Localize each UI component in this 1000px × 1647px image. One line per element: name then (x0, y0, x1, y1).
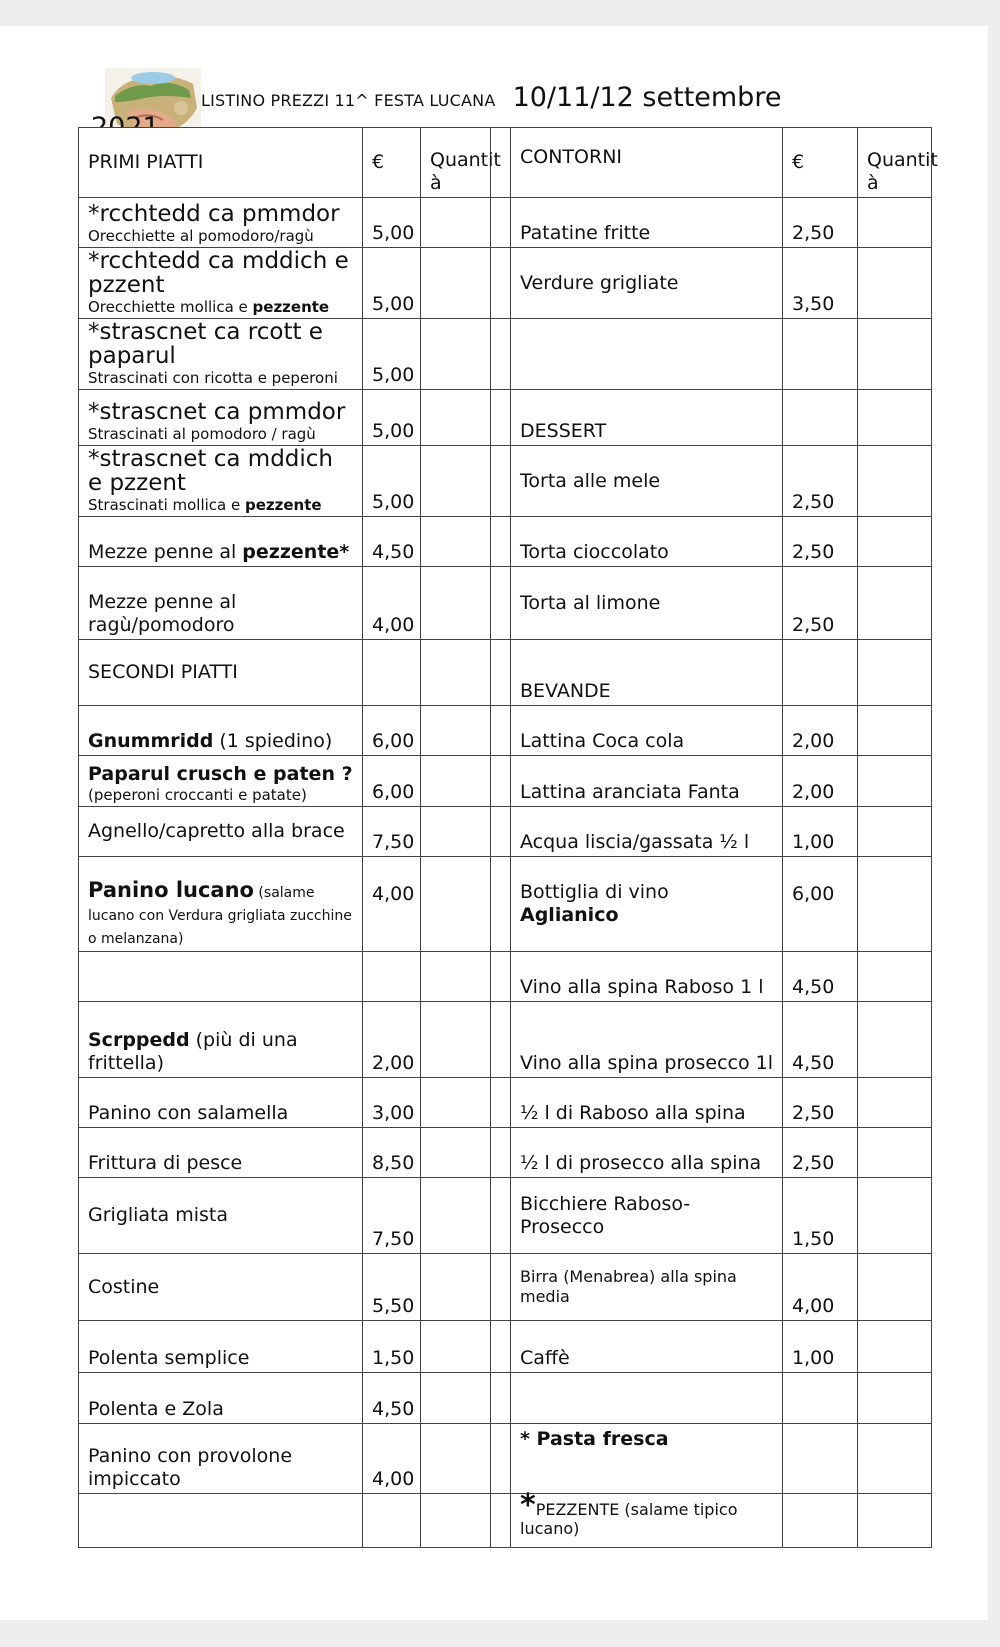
empty-cell (783, 390, 858, 446)
quantity-cell[interactable] (858, 1128, 932, 1178)
item-price: 4,50 (783, 1002, 858, 1078)
dish-name-bold: Panino lucano (88, 878, 254, 902)
column-separator (491, 248, 511, 319)
quantity-cell[interactable] (858, 446, 932, 517)
quantity-cell[interactable] (858, 248, 932, 319)
dish-price: 4,50 (363, 517, 421, 567)
quantity-cell[interactable] (858, 952, 932, 1002)
dish-name-bold: Paparul crusch e paten ? (88, 763, 353, 785)
table-row (79, 1373, 932, 1424)
column-separator (491, 1424, 511, 1494)
item-price: 4,50 (783, 952, 858, 1002)
dish-price: 6,00 (363, 756, 421, 807)
empty-cell (363, 640, 421, 706)
menu-header (201, 82, 781, 113)
item-price: 1,50 (783, 1178, 858, 1254)
dish-name: Panino con salamella (79, 1078, 363, 1128)
dish-cell (79, 706, 363, 756)
dish-price: 5,00 (363, 248, 421, 319)
item-price: 2,50 (783, 1128, 858, 1178)
pezzente-description: (salame tipico lucano) (520, 1500, 738, 1538)
quantity-cell[interactable] (858, 706, 932, 756)
dish-description: Strascinati al pomodoro / ragù (88, 425, 316, 443)
table-row (79, 807, 932, 857)
quantity-cell[interactable] (421, 1373, 491, 1424)
dish-price: 5,00 (363, 198, 421, 248)
quantity-column-heading: Quantit à (858, 128, 932, 198)
table-row (79, 952, 932, 1002)
dish-name: Panino con provolone impiccato (79, 1424, 363, 1494)
dish-price: 5,00 (363, 446, 421, 517)
column-separator (491, 1128, 511, 1178)
dish-description: Orecchiette mollica e pezzente (88, 298, 330, 316)
dish-description: Strascinati mollica e pezzente (88, 496, 322, 514)
dish-price: 4,00 (363, 1424, 421, 1494)
quantity-cell[interactable] (858, 1321, 932, 1373)
quantity-cell[interactable] (421, 248, 491, 319)
table-row (79, 706, 932, 756)
quantity-cell[interactable] (421, 1078, 491, 1128)
empty-cell (783, 1494, 858, 1548)
dish-name: *strascnet ca pmmdor (88, 399, 346, 425)
item-price: 2,50 (783, 198, 858, 248)
table-row (79, 1254, 932, 1321)
dish-price: 8,50 (363, 1128, 421, 1178)
table-row (79, 319, 932, 390)
quantity-cell[interactable] (421, 517, 491, 567)
column-separator (491, 857, 511, 952)
column-separator (491, 952, 511, 1002)
table-row (79, 248, 932, 319)
item-name: Torta al limone (511, 567, 783, 640)
dish-name: *rcchtedd ca mddich e pzzent (88, 248, 349, 298)
quantity-cell[interactable] (858, 567, 932, 640)
dish-name-bold: Gnummridd (88, 730, 214, 752)
column-separator (491, 1254, 511, 1321)
quantity-cell[interactable] (858, 1078, 932, 1128)
empty-cell (783, 1424, 858, 1494)
section-heading-primi: PRIMI PIATTI (79, 128, 363, 198)
dish-cell (79, 390, 363, 446)
dish-name: Frittura di pesce (79, 1128, 363, 1178)
item-price: 1,00 (783, 807, 858, 857)
euro-column-heading: € (363, 128, 421, 198)
quantity-cell[interactable] (421, 1178, 491, 1254)
quantity-cell[interactable] (858, 756, 932, 807)
table-row (79, 1494, 932, 1548)
column-separator (491, 390, 511, 446)
empty-cell (511, 319, 783, 390)
dish-name: *strascnet ca mddich e pzzent (88, 446, 334, 496)
column-separator (491, 807, 511, 857)
dish-price: 5,50 (363, 1254, 421, 1321)
dish-price: 2,00 (363, 1002, 421, 1078)
table-row (79, 640, 932, 706)
dish-cell (79, 1002, 363, 1078)
item-name: Lattina Coca cola (511, 706, 783, 756)
item-name: Bottiglia di vino (520, 881, 669, 903)
item-cell (511, 857, 783, 952)
column-separator (491, 319, 511, 390)
dish-name: *strascnet ca rcott e paparul (88, 319, 323, 369)
quantity-cell[interactable] (421, 1424, 491, 1494)
item-name: Patatine fritte (511, 198, 783, 248)
section-heading-contorni: CONTORNI (511, 128, 783, 198)
item-price: 2,50 (783, 517, 858, 567)
table-row (79, 446, 932, 517)
section-heading-dessert: DESSERT (511, 390, 783, 446)
table-row (79, 1424, 932, 1494)
item-price: 3,50 (783, 248, 858, 319)
column-separator (491, 198, 511, 248)
empty-cell (79, 1494, 363, 1548)
dish-price: 4,50 (363, 1373, 421, 1424)
dish-price: 7,50 (363, 1178, 421, 1254)
euro-column-heading: € (783, 128, 858, 198)
quantity-cell[interactable] (421, 1128, 491, 1178)
dish-name: Polenta semplice (79, 1321, 363, 1373)
empty-cell (783, 319, 858, 390)
dish-description: (salame lucano con Verdura grigliata zucchine o melanzana) (88, 885, 352, 947)
item-name: Torta alle mele (511, 446, 783, 517)
column-separator (491, 756, 511, 807)
item-name: ½ l di prosecco alla spina (511, 1128, 783, 1178)
item-name: Birra (Menabrea) alla spina media (511, 1254, 783, 1321)
price-list-table (78, 127, 938, 1548)
table-row (79, 198, 932, 248)
empty-cell (363, 952, 421, 1002)
dish-cell (79, 517, 363, 567)
column-separator (491, 1178, 511, 1254)
dish-name: (1 spiedino) (213, 730, 333, 752)
dish-cell (79, 248, 363, 319)
item-name: Verdure grigliate (511, 248, 783, 319)
quantity-cell[interactable] (858, 857, 932, 952)
quantity-cell[interactable] (858, 1254, 932, 1321)
column-separator (491, 1373, 511, 1424)
dish-name: Mezze penne al (88, 541, 243, 563)
item-price: 2,50 (783, 567, 858, 640)
quantity-cell[interactable] (421, 1321, 491, 1373)
table-row (79, 1002, 932, 1078)
empty-cell (783, 640, 858, 706)
quantity-cell[interactable] (421, 952, 491, 1002)
empty-cell (363, 1494, 421, 1548)
item-price: 2,00 (783, 706, 858, 756)
quantity-cell[interactable] (421, 1002, 491, 1078)
dish-description: (peperoni croccanti e patate) (88, 786, 307, 804)
table-row (79, 390, 932, 446)
column-separator (491, 446, 511, 517)
quantity-cell[interactable] (421, 640, 491, 706)
dish-name: Costine (79, 1254, 363, 1321)
dish-price: 4,00 (363, 857, 421, 952)
dish-cell (79, 857, 363, 952)
item-price: 1,00 (783, 1321, 858, 1373)
empty-cell (783, 1373, 858, 1424)
quantity-cell[interactable] (858, 1424, 932, 1494)
quantity-cell[interactable] (421, 390, 491, 446)
dish-price: 3,00 (363, 1078, 421, 1128)
asterisk: * (520, 1488, 536, 1523)
dish-name: Agnello/capretto alla brace (79, 807, 363, 857)
quantity-cell[interactable] (858, 1494, 932, 1548)
table-row (79, 1178, 932, 1254)
quantity-cell[interactable] (858, 198, 932, 248)
table-row (79, 1321, 932, 1373)
item-price: 2,00 (783, 756, 858, 807)
quantity-cell[interactable] (421, 857, 491, 952)
dish-name: Mezze penne al ragù/pomodoro (79, 567, 363, 640)
menu-title: LISTINO PREZZI 11^ FESTA LUCANA (201, 91, 496, 110)
quantity-cell[interactable] (858, 1178, 932, 1254)
quantity-cell[interactable] (858, 319, 932, 390)
quantity-cell[interactable] (421, 1254, 491, 1321)
quantity-cell[interactable] (421, 198, 491, 248)
item-name: Lattina aranciata Fanta (511, 756, 783, 807)
quantity-cell[interactable] (858, 390, 932, 446)
dish-name: Grigliata mista (79, 1178, 363, 1254)
item-name: Torta cioccolato (511, 517, 783, 567)
item-name: Caffè (511, 1321, 783, 1373)
quantity-cell[interactable] (858, 640, 932, 706)
quantity-cell[interactable] (421, 706, 491, 756)
quantity-cell[interactable] (421, 756, 491, 807)
dish-cell (79, 756, 363, 807)
dish-name: (più di una frittella) (88, 1029, 298, 1074)
item-name: Vino alla spina Raboso 1 l (511, 952, 783, 1002)
quantity-cell[interactable] (858, 807, 932, 857)
item-price: 2,50 (783, 446, 858, 517)
quantity-cell[interactable] (421, 807, 491, 857)
table-row (79, 1078, 932, 1128)
item-price: 6,00 (783, 857, 858, 952)
pezzente-label: PEZZENTE (535, 1500, 620, 1519)
pezzente-note (511, 1488, 783, 1548)
section-heading-secondi: SECONDI PIATTI (79, 640, 363, 706)
festival-dates: 10/11/12 settembre (512, 82, 782, 113)
column-separator (491, 517, 511, 567)
dish-name-bold: pezzente* (242, 541, 350, 563)
quantity-cell[interactable] (421, 567, 491, 640)
dish-cell (79, 319, 363, 390)
item-name-bold: Aglianico (520, 904, 619, 926)
quantity-cell[interactable] (858, 1373, 932, 1424)
dish-cell (79, 198, 363, 248)
item-name: ½ l di Raboso alla spina (511, 1078, 783, 1128)
quantity-cell[interactable] (858, 517, 932, 567)
column-separator (491, 1321, 511, 1373)
table-row (79, 756, 932, 807)
column-separator (491, 706, 511, 756)
dish-price: 4,00 (363, 567, 421, 640)
quantity-cell[interactable] (421, 319, 491, 390)
item-price: 2,50 (783, 1078, 858, 1128)
column-separator (491, 1494, 511, 1548)
empty-cell (511, 1373, 783, 1424)
table-row (79, 857, 932, 952)
item-name: Vino alla spina prosecco 1l (511, 1002, 783, 1078)
item-name: Bicchiere Raboso-Prosecco (511, 1178, 783, 1254)
dish-price: 5,00 (363, 390, 421, 446)
pasta-fresca-note: * Pasta fresca (511, 1424, 783, 1494)
table-row (79, 567, 932, 640)
table-row (79, 517, 932, 567)
dish-price: 7,50 (363, 807, 421, 857)
dish-description: Strascinati con ricotta e peperoni (88, 369, 338, 387)
item-price: 4,00 (783, 1254, 858, 1321)
item-name: Acqua liscia/gassata ½ l (511, 807, 783, 857)
column-separator (491, 1078, 511, 1128)
dish-name: *rcchtedd ca pmmdor (88, 201, 340, 227)
section-heading-bevande: BEVANDE (511, 640, 783, 706)
dish-price: 1,50 (363, 1321, 421, 1373)
table-header-row (79, 128, 932, 198)
column-separator (491, 640, 511, 706)
dish-price: 6,00 (363, 706, 421, 756)
quantity-column-heading: Quantit à (421, 128, 491, 198)
quantity-cell[interactable] (858, 1002, 932, 1078)
dish-price: 5,00 (363, 319, 421, 390)
column-separator (491, 1002, 511, 1078)
quantity-cell[interactable] (421, 1494, 491, 1548)
dish-cell (79, 446, 363, 517)
dish-description: Orecchiette al pomodoro/ragù (88, 227, 314, 245)
quantity-cell[interactable] (421, 446, 491, 517)
empty-cell (79, 952, 363, 1002)
dish-name-bold: Scrppedd (88, 1029, 190, 1051)
table-row (79, 1128, 932, 1178)
column-separator (491, 567, 511, 640)
dish-name: Polenta e Zola (79, 1373, 363, 1424)
